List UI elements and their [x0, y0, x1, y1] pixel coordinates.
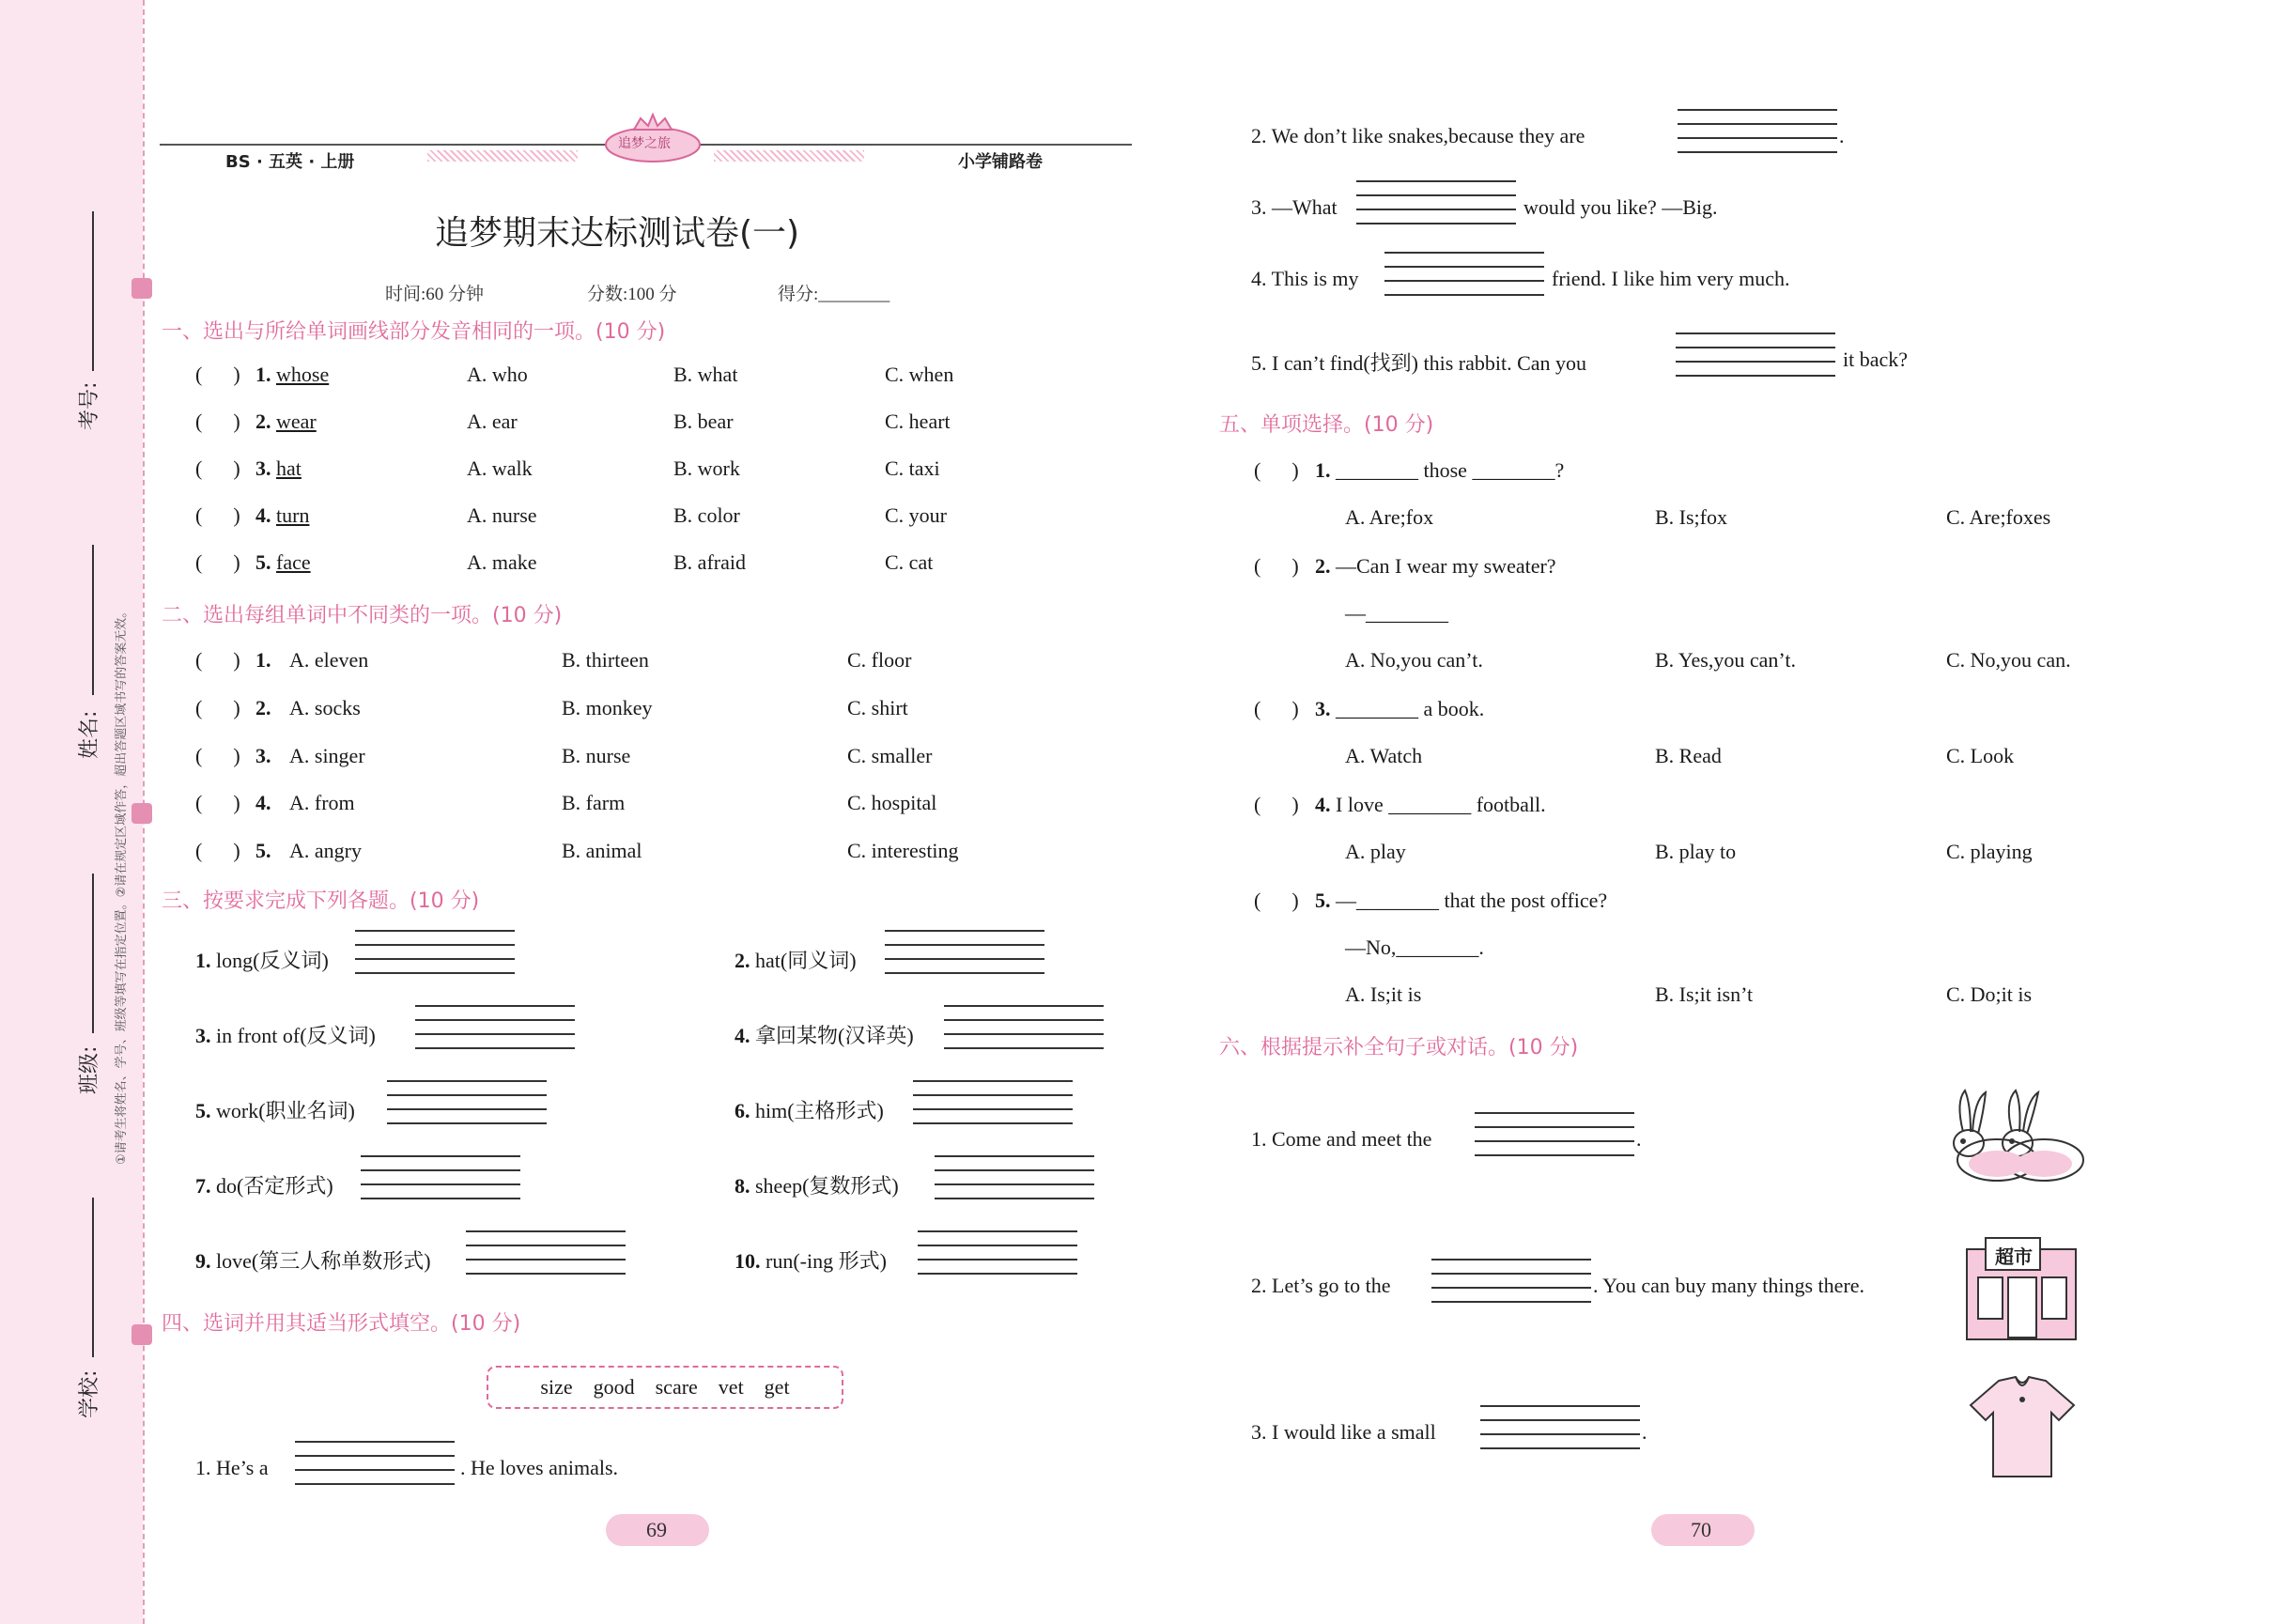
page-title: 追梦期末达标测试卷(一): [435, 214, 800, 253]
option-c[interactable]: C. taxi: [885, 456, 940, 480]
answer-lines[interactable]: [466, 1230, 626, 1274]
option-a[interactable]: A. singer: [289, 744, 365, 767]
time-label: 时间:60 分钟: [385, 285, 485, 304]
question-num: 1. whose: [255, 363, 330, 386]
answer-lines[interactable]: [295, 1441, 455, 1484]
option-b[interactable]: B. work: [673, 456, 740, 480]
mc-stem-reply: —________: [1345, 601, 1448, 625]
hint-question-1-pre: 1. Come and meet the: [1251, 1127, 1432, 1151]
option-b[interactable]: B. color: [673, 503, 740, 527]
task-item: 8. sheep(复数形式): [735, 1174, 899, 1198]
rabbits-icon: [1942, 1085, 2102, 1190]
margin-note: ①请考生将姓名、学号、班级等填写在指定位置。②请在规定区域作答，超出答题区域书写的答案无效。: [115, 605, 129, 1165]
fill-question-5-pre: 5. I can’t find(找到) this rabbit. Can you: [1251, 351, 1587, 375]
answer-lines[interactable]: [1676, 333, 1835, 376]
answer-lines[interactable]: [935, 1155, 1094, 1199]
hint-question-2-post: . You can buy many things there.: [1593, 1274, 1865, 1297]
school-label: 学校:: [78, 1369, 101, 1418]
option-a[interactable]: A. walk: [467, 456, 533, 480]
option-b[interactable]: B. Yes,you can’t.: [1655, 648, 1796, 672]
task-item: 6. him(主格形式): [735, 1099, 884, 1122]
shirt-icon: [1961, 1371, 2083, 1484]
section-6-heading: 六、根据提示补全句子或对话。(10 分): [1219, 1036, 1579, 1059]
option-b[interactable]: B. monkey: [562, 696, 653, 719]
mc-stem: 3. ________ a book.: [1315, 697, 1485, 720]
section-3-heading: 三、按要求完成下列各题。(10 分): [162, 889, 480, 913]
question-num: 4. turn: [255, 503, 310, 527]
section-5-heading: 五、单项选择。(10 分): [1219, 413, 1434, 437]
option-b[interactable]: B. bear: [673, 410, 734, 433]
option-b[interactable]: B. Is;fox: [1655, 505, 1727, 529]
option-b[interactable]: B. afraid: [673, 550, 746, 574]
answer-lines[interactable]: [1431, 1259, 1591, 1302]
option-c[interactable]: C. shirt: [847, 696, 908, 719]
name-field[interactable]: [92, 545, 94, 695]
option-c[interactable]: C. when: [885, 363, 954, 386]
question-num: 4.: [255, 791, 271, 814]
mc-stem: 1. ________ those ________?: [1315, 458, 1565, 482]
option-a[interactable]: A. make: [467, 550, 537, 574]
option-b[interactable]: B. farm: [562, 791, 626, 814]
answer-lines[interactable]: [415, 1005, 575, 1048]
question-num: 1.: [255, 648, 271, 672]
option-a[interactable]: A. Is;it is: [1345, 982, 1422, 1006]
word-bank: size good scare vet get: [487, 1366, 843, 1409]
task-item: 4. 拿回某物(汉译英): [735, 1024, 914, 1047]
mc-stem-reply: —No,________.: [1345, 936, 1484, 959]
task-item: 2. hat(同义词): [735, 949, 857, 972]
supermarket-icon: [1965, 1230, 2078, 1341]
answer-lines[interactable]: [355, 930, 515, 973]
option-a[interactable]: A. who: [467, 363, 528, 386]
header-hatch-left: [427, 150, 578, 162]
fill-question-4-post: friend. I like him very much.: [1552, 267, 1790, 290]
school-field[interactable]: [92, 1198, 94, 1357]
mc-stem: 5. —________ that the post office?: [1315, 889, 1608, 912]
name-label: 姓名:: [78, 710, 101, 759]
series-label: BS · 五英 · 上册: [225, 152, 355, 172]
hint-question-3-post: .: [1642, 1420, 1647, 1444]
option-c[interactable]: C. Are;foxes: [1946, 505, 2051, 529]
question-num: 2. wear: [255, 410, 317, 433]
option-b[interactable]: B. thirteen: [562, 648, 649, 672]
question-num: 2.: [255, 696, 271, 719]
option-a[interactable]: A. ear: [467, 410, 518, 433]
answer-lines[interactable]: [361, 1155, 520, 1199]
mc-stem: 4. I love ________ football.: [1315, 793, 1546, 816]
task-item: 5. work(职业名词): [195, 1099, 355, 1122]
option-b[interactable]: B. animal: [562, 839, 642, 862]
option-c[interactable]: C. hospital: [847, 791, 937, 814]
option-c[interactable]: C. smaller: [847, 744, 933, 767]
brand-label: 小学铺路卷: [958, 152, 1043, 172]
question-num: 5. face: [255, 550, 311, 574]
section-2-heading: 二、选出每组单词中不同类的一项。(10 分): [162, 604, 563, 627]
option-c[interactable]: C. interesting: [847, 839, 959, 862]
score-got-label: 得分:________: [778, 285, 890, 304]
margin-badge-2: [131, 803, 152, 824]
hint-question-1-post: .: [1636, 1127, 1642, 1151]
option-a[interactable]: A. angry: [289, 839, 362, 862]
answer-lines[interactable]: [885, 930, 1044, 973]
answer-lines[interactable]: [1384, 252, 1544, 295]
option-a[interactable]: A. eleven: [289, 648, 369, 672]
option-c[interactable]: C. your: [885, 503, 947, 527]
fill-question-2-post: .: [1839, 124, 1845, 147]
section-4-heading: 四、选词并用其适当形式填空。(10 分): [162, 1312, 521, 1336]
fill-question-5-post: it back?: [1843, 348, 1909, 371]
task-item: 9. love(第三人称单数形式): [195, 1249, 431, 1273]
fill-question-3-pre: 3. —What: [1251, 195, 1338, 219]
task-item: 3. in front of(反义词): [195, 1024, 376, 1047]
fill-question-2-pre: 2. We don’t like snakes,because they are: [1251, 124, 1585, 147]
option-c[interactable]: C. No,you can.: [1946, 648, 2071, 672]
page-number-left: 69: [646, 1518, 667, 1541]
option-b[interactable]: B. play to: [1655, 840, 1737, 863]
option-b[interactable]: B. Is;it isn’t: [1655, 982, 1754, 1006]
option-a[interactable]: A. Are;fox: [1345, 505, 1434, 529]
question-num: 3.: [255, 744, 271, 767]
supermarket-sign: 超市: [1995, 1245, 2033, 1268]
answer-lines[interactable]: [1475, 1112, 1634, 1155]
question-num: 3. hat: [255, 456, 302, 480]
margin-badge-1: [131, 278, 152, 299]
answer-lines[interactable]: [1356, 180, 1516, 224]
option-c[interactable]: C. floor: [847, 648, 912, 672]
fill-question-4-pre: 4. This is my: [1251, 267, 1359, 290]
logo: 追梦之旅: [601, 113, 704, 165]
mc-stem: 2. —Can I wear my sweater?: [1315, 554, 1556, 578]
task-item: 10. run(-ing 形式): [735, 1249, 887, 1273]
option-c[interactable]: C. Look: [1946, 744, 2015, 767]
option-a[interactable]: A. nurse: [467, 503, 537, 527]
option-c[interactable]: C. Do;it is: [1946, 982, 2033, 1006]
answer-lines[interactable]: [1678, 109, 1837, 152]
section-1-heading: 一、选出与所给单词画线部分发音相同的一项。(10 分): [162, 320, 666, 344]
option-b[interactable]: B. Read: [1655, 744, 1722, 767]
option-b[interactable]: B. nurse: [562, 744, 631, 767]
option-a[interactable]: A. No,you can’t.: [1345, 648, 1483, 672]
answer-lines[interactable]: [913, 1080, 1073, 1123]
class-field[interactable]: [92, 874, 94, 1033]
fill-question-1-post: . He loves animals.: [460, 1456, 619, 1479]
task-item: 7. do(否定形式): [195, 1174, 333, 1198]
hint-question-2-pre: 2. Let’s go to the: [1251, 1274, 1391, 1297]
score-total-label: 分数:100 分: [587, 285, 677, 304]
answer-lines[interactable]: [944, 1005, 1104, 1048]
header-hatch-right: [714, 150, 864, 162]
fill-question-1-pre: 1. He’s a: [195, 1456, 269, 1479]
option-b[interactable]: B. what: [673, 363, 738, 386]
hint-question-3-pre: 3. I would like a small: [1251, 1420, 1436, 1444]
option-c[interactable]: C. playing: [1946, 840, 2033, 863]
class-label: 班级:: [78, 1045, 101, 1094]
exam-number-label: 考号:: [78, 381, 101, 430]
answer-lines[interactable]: [918, 1230, 1077, 1274]
answer-lines[interactable]: [1480, 1405, 1640, 1448]
option-a[interactable]: A. Watch: [1345, 744, 1423, 767]
option-a[interactable]: A. from: [289, 791, 355, 814]
page-number-right: 70: [1691, 1518, 1711, 1541]
margin-badge-3: [131, 1324, 152, 1345]
task-item: 1. long(反义词): [195, 949, 329, 972]
option-c[interactable]: C. cat: [885, 550, 934, 574]
option-a[interactable]: A. play: [1345, 840, 1406, 863]
option-c[interactable]: C. heart: [885, 410, 951, 433]
question-num: 5.: [255, 839, 271, 862]
fill-question-3-post: would you like? —Big.: [1523, 195, 1718, 219]
exam-number-field[interactable]: [92, 211, 94, 371]
option-a[interactable]: A. socks: [289, 696, 361, 719]
answer-lines[interactable]: [387, 1080, 547, 1123]
